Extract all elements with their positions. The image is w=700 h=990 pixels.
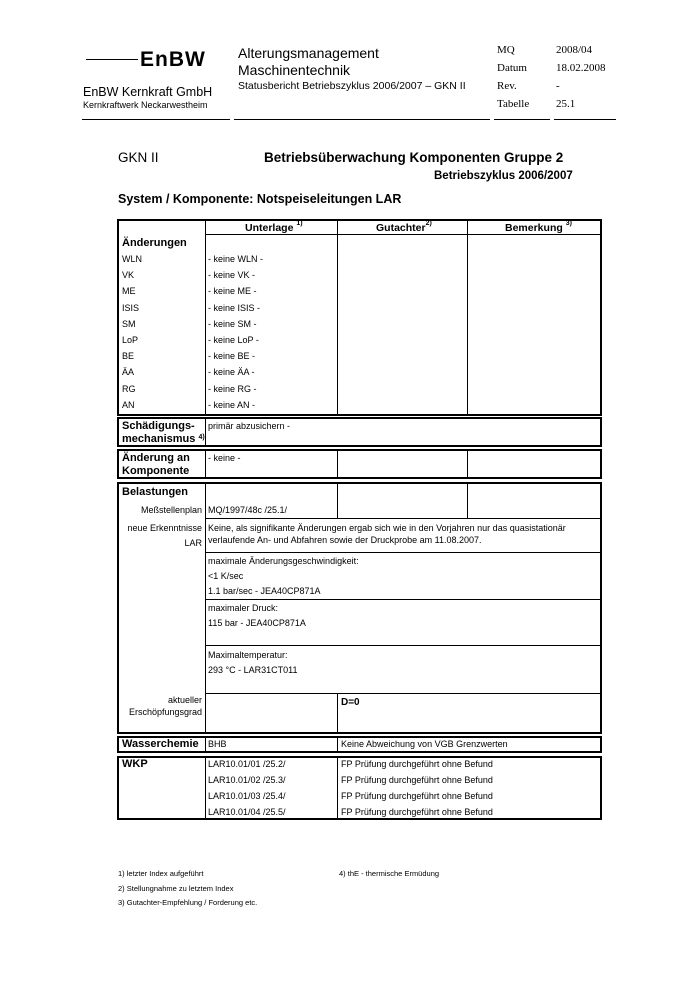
header-title-line1: Alterungsmanagement [238, 45, 379, 61]
aenderungen-label: Änderungen [122, 237, 187, 249]
aenderung-value: - keine BE - [208, 351, 256, 362]
grid-line [337, 483, 338, 518]
messstellen-label: Meßstellenplan [140, 505, 202, 515]
meta-label-tabelle: Tabelle [497, 98, 530, 110]
aenderung-code: SM [122, 318, 136, 329]
pressure-label: maximaler Druck: [208, 603, 279, 613]
wkp-label: WKP [122, 758, 148, 770]
erkenntnisse-text-1: Keine, als signifikante Änderungen ergab sich wie in den Vorjahren nur das quasistationär [208, 523, 566, 533]
grid-line [337, 450, 338, 478]
wkp-result: FP Prüfung durchgeführt ohne Befund [341, 759, 493, 769]
grid-line [205, 552, 600, 553]
aenderung-code: ISIS [122, 302, 140, 313]
col-unterlage-header: Unterlage $^{1)}$ [245, 220, 303, 234]
aenderung-value: - keine ME - [208, 286, 257, 297]
grid-line [337, 693, 338, 733]
col-gutachter-header: Gutachter$^{2)}$ [376, 220, 432, 234]
aenderung-code: WLN [122, 254, 142, 264]
grid-line [337, 757, 338, 819]
aenderung-code: AN [122, 399, 135, 410]
rate-value-1: <1 K/sec [208, 571, 244, 581]
grid-line [467, 450, 468, 478]
company-name: EnBW Kernkraft GmbH [83, 85, 213, 99]
exhaustion-value: D=0 [341, 697, 360, 708]
plant-short: GKN II [118, 150, 159, 165]
grid-line [205, 737, 206, 752]
meta-label-mq: MQ [497, 44, 515, 56]
aenderungen-box [117, 219, 602, 416]
temp-label: Maximaltemperatur: [208, 650, 288, 660]
aenderung-value: - keine SM - [208, 318, 257, 329]
rate-label: maximale Änderungsgeschwindigkeit: [208, 556, 359, 566]
aenderung-code: LoP [122, 335, 139, 345]
grid-line [205, 234, 600, 235]
aenderung-code: BE [122, 351, 135, 362]
wkp-result: FP Prüfung durchgeführt ohne Befund [341, 775, 493, 785]
schaedigung-value: primär abzusichern - [208, 421, 291, 431]
erkenntnisse-label-1: neue Erkenntnisse [127, 523, 202, 533]
meta-label-rev: Rev. [497, 80, 517, 92]
header-title-line2: Maschinentechnik [238, 62, 351, 78]
footnote-1: 1) letzter Index aufgeführt [118, 869, 204, 878]
aenderung-value: - keine LoP - [208, 335, 259, 345]
grid-line [205, 757, 206, 819]
grid-line [337, 737, 338, 752]
footnote-4: 4) thE - thermische Ermüdung [339, 869, 440, 878]
plant-name: Kernkraftwerk Neckarwestheim [83, 100, 208, 110]
header-title-line3: Statusbericht Betriebszyklus 2006/2007 – GKN II [238, 80, 466, 92]
temp-value: 293 °C - LAR31CT011 [208, 665, 298, 675]
aenderung-value: - keine ÄA - [208, 367, 255, 378]
aenderung-komponente-value: - keine - [208, 453, 241, 463]
exhaustion-label-1: aktueller [167, 695, 202, 705]
aenderung-value: - keine ISIS - [208, 302, 261, 313]
grid-line [205, 599, 600, 600]
rate-value-2: 1.1 bar/sec - JEA40CP871A [208, 586, 321, 596]
wkp-ref: LAR10.01/02 /25.3/ [208, 775, 286, 785]
grid-line [205, 483, 206, 733]
grid-line [205, 450, 206, 478]
grid-line [205, 220, 206, 415]
footnote-3: 3) Gutachter-Empfehlung / Forderung etc. [118, 898, 258, 907]
exhaustion-label-2: Erschöpfungsgrad [128, 707, 202, 717]
erkenntnisse-text-2: verlaufende An- und Abfahren sowie der Druckprobe am 11.08.2007. [208, 535, 482, 545]
company-logo: EnBW [140, 48, 206, 71]
header-rule-3 [494, 119, 550, 120]
grid-line [205, 518, 600, 519]
grid-line [205, 645, 600, 646]
wkp-ref: LAR10.01/04 /25.5/ [208, 807, 286, 817]
header-rule-2 [234, 119, 490, 120]
meta-value-tabelle: 25.1 [556, 98, 576, 110]
erkenntnisse-label-2: LAR [184, 538, 202, 548]
wkp-ref: LAR10.01/01 /25.2/ [208, 759, 286, 769]
aenderung-value: - keine WLN - [208, 254, 264, 264]
aenderung-code: RG [122, 383, 136, 394]
aenderung-value: - keine RG - [208, 383, 257, 394]
aenderung-code: ME [122, 286, 136, 297]
aenderung-code: ÄA [122, 367, 135, 378]
wkp-result: FP Prüfung durchgeführt ohne Befund [341, 791, 493, 801]
meta-label-datum: Datum [497, 62, 527, 74]
cycle-subtitle: Betriebszyklus 2006/2007 [434, 170, 573, 182]
grid-line [205, 693, 600, 694]
col-bemerkung-header: Bemerkung $^{3)}$ [505, 220, 572, 234]
footnote-2: 2) Stellungnahme zu letztem Index [118, 884, 234, 893]
header-rule-4 [554, 119, 616, 120]
logo-rule [86, 59, 138, 60]
belastungen-label: Belastungen [122, 486, 189, 498]
wasserchemie-unterlage: BHB [208, 739, 227, 749]
schaedigung-label: Schädigungs- mechanismus $^{4)}$ [122, 420, 205, 445]
wasserchemie-value: Keine Abweichung von VGB Grenzwerten [341, 739, 508, 749]
system-component: System / Komponente: Notspeiseleitungen LAR [118, 192, 402, 206]
grid-line [467, 220, 468, 415]
wkp-result: FP Prüfung durchgeführt ohne Befund [341, 807, 493, 817]
grid-line [467, 483, 468, 518]
aenderung-value: - keine VK - [208, 270, 256, 281]
wkp-ref: LAR10.01/03 /25.4/ [208, 791, 286, 801]
grid-line [337, 220, 338, 415]
page-title: Betriebsüberwachung Komponenten Gruppe 2 [264, 150, 564, 165]
aenderung-komponente-label: Änderung an Komponente [122, 452, 190, 477]
meta-value-rev: - [556, 80, 560, 92]
pressure-value: 115 bar - JEA40CP871A [208, 618, 306, 628]
header-rule-1 [82, 119, 230, 120]
aenderung-code: VK [122, 270, 135, 281]
aenderung-value: - keine AN - [208, 399, 256, 410]
messstellen-value: MQ/1997/48c /25.1/ [208, 505, 288, 515]
grid-line [205, 418, 206, 446]
meta-value-datum: 18.02.2008 [556, 62, 606, 74]
wasserchemie-label: Wasserchemie [122, 738, 199, 750]
meta-value-mq: 2008/04 [556, 44, 593, 56]
